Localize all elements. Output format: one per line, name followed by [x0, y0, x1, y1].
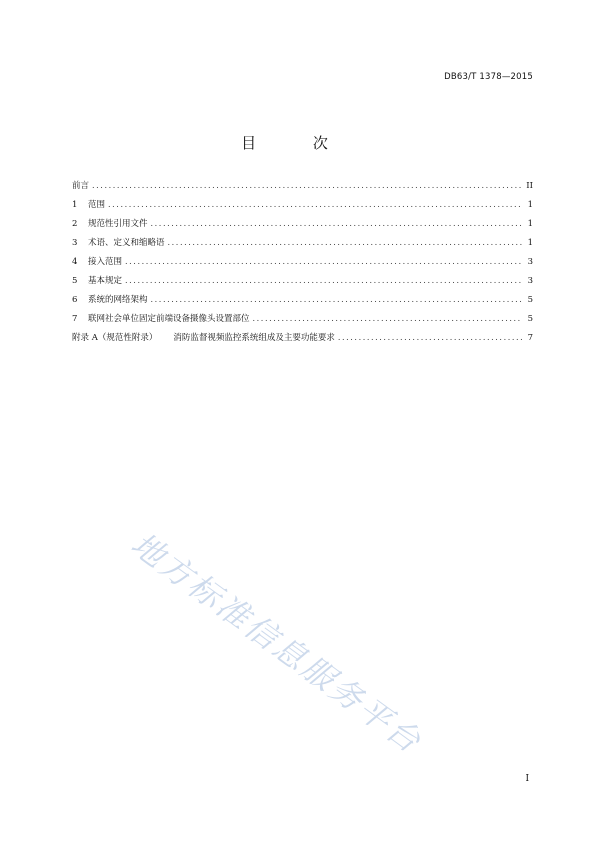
toc-label: 范围	[88, 200, 106, 210]
toc-label: 系统的网络架构	[88, 295, 148, 305]
toc-section-number: 2	[72, 219, 78, 229]
toc-leader-dots	[108, 200, 522, 209]
toc-entry-network-architecture[interactable]	[72, 293, 533, 312]
toc-entry-access-scope[interactable]	[72, 255, 533, 274]
toc-entry-appendix-a[interactable]	[72, 331, 533, 350]
toc-entry-terms-definitions[interactable]	[72, 236, 533, 255]
toc-label: 联网社会单位固定前端设备摄像头设置部位	[88, 314, 250, 324]
toc-page-number: 5	[527, 314, 533, 324]
toc-section-number: 1	[72, 200, 78, 210]
document-code: DB63/T 1378—2015	[444, 72, 533, 82]
toc-section-number: 7	[72, 314, 78, 324]
toc-page-number: II	[526, 181, 533, 191]
toc-page-number: 3	[527, 276, 533, 286]
watermark: 地方标准信息服务平台	[124, 524, 430, 762]
toc-label: 规范性引用文件	[88, 219, 148, 229]
toc-leader-dots	[151, 219, 522, 228]
toc-label: 基本规定	[88, 276, 123, 286]
toc-leader-dots	[92, 181, 522, 190]
toc-leader-dots	[338, 333, 522, 342]
toc-entry-basic-provisions[interactable]	[72, 274, 533, 293]
page-number: I	[525, 774, 529, 784]
toc-page-number: 1	[527, 200, 533, 210]
toc-entry-camera-locations[interactable]	[72, 312, 533, 331]
toc-label: 附录 A（规范性附录）	[72, 333, 158, 343]
toc-page-number: 3	[527, 257, 533, 267]
toc-leader-dots	[151, 295, 522, 304]
toc-entry-normative-references[interactable]	[72, 217, 533, 236]
toc-section-number: 4	[72, 257, 78, 267]
toc-appendix-title: 消防监督视频监控系统组成及主要功能要求	[173, 333, 335, 343]
toc-page-number: 1	[527, 219, 533, 229]
toc-label: 前言	[72, 181, 90, 191]
toc-page-number: 5	[527, 295, 533, 305]
page-title: 目 次	[241, 134, 354, 152]
toc-leader-dots	[253, 314, 522, 323]
toc-section-number: 3	[72, 238, 78, 248]
toc-leader-dots	[168, 238, 522, 247]
table-of-contents	[72, 179, 533, 350]
toc-page-number: 7	[527, 333, 533, 343]
toc-entry-scope[interactable]	[72, 198, 533, 217]
toc-leader-dots	[125, 257, 522, 266]
toc-leader-dots	[125, 276, 522, 285]
toc-entry-foreword[interactable]	[72, 179, 533, 198]
toc-section-number: 5	[72, 276, 78, 286]
toc-label: 术语、定义和缩略语	[88, 238, 165, 248]
toc-page-number: 1	[527, 238, 533, 248]
toc-section-number: 6	[72, 295, 78, 305]
toc-label: 接入范围	[88, 257, 123, 267]
